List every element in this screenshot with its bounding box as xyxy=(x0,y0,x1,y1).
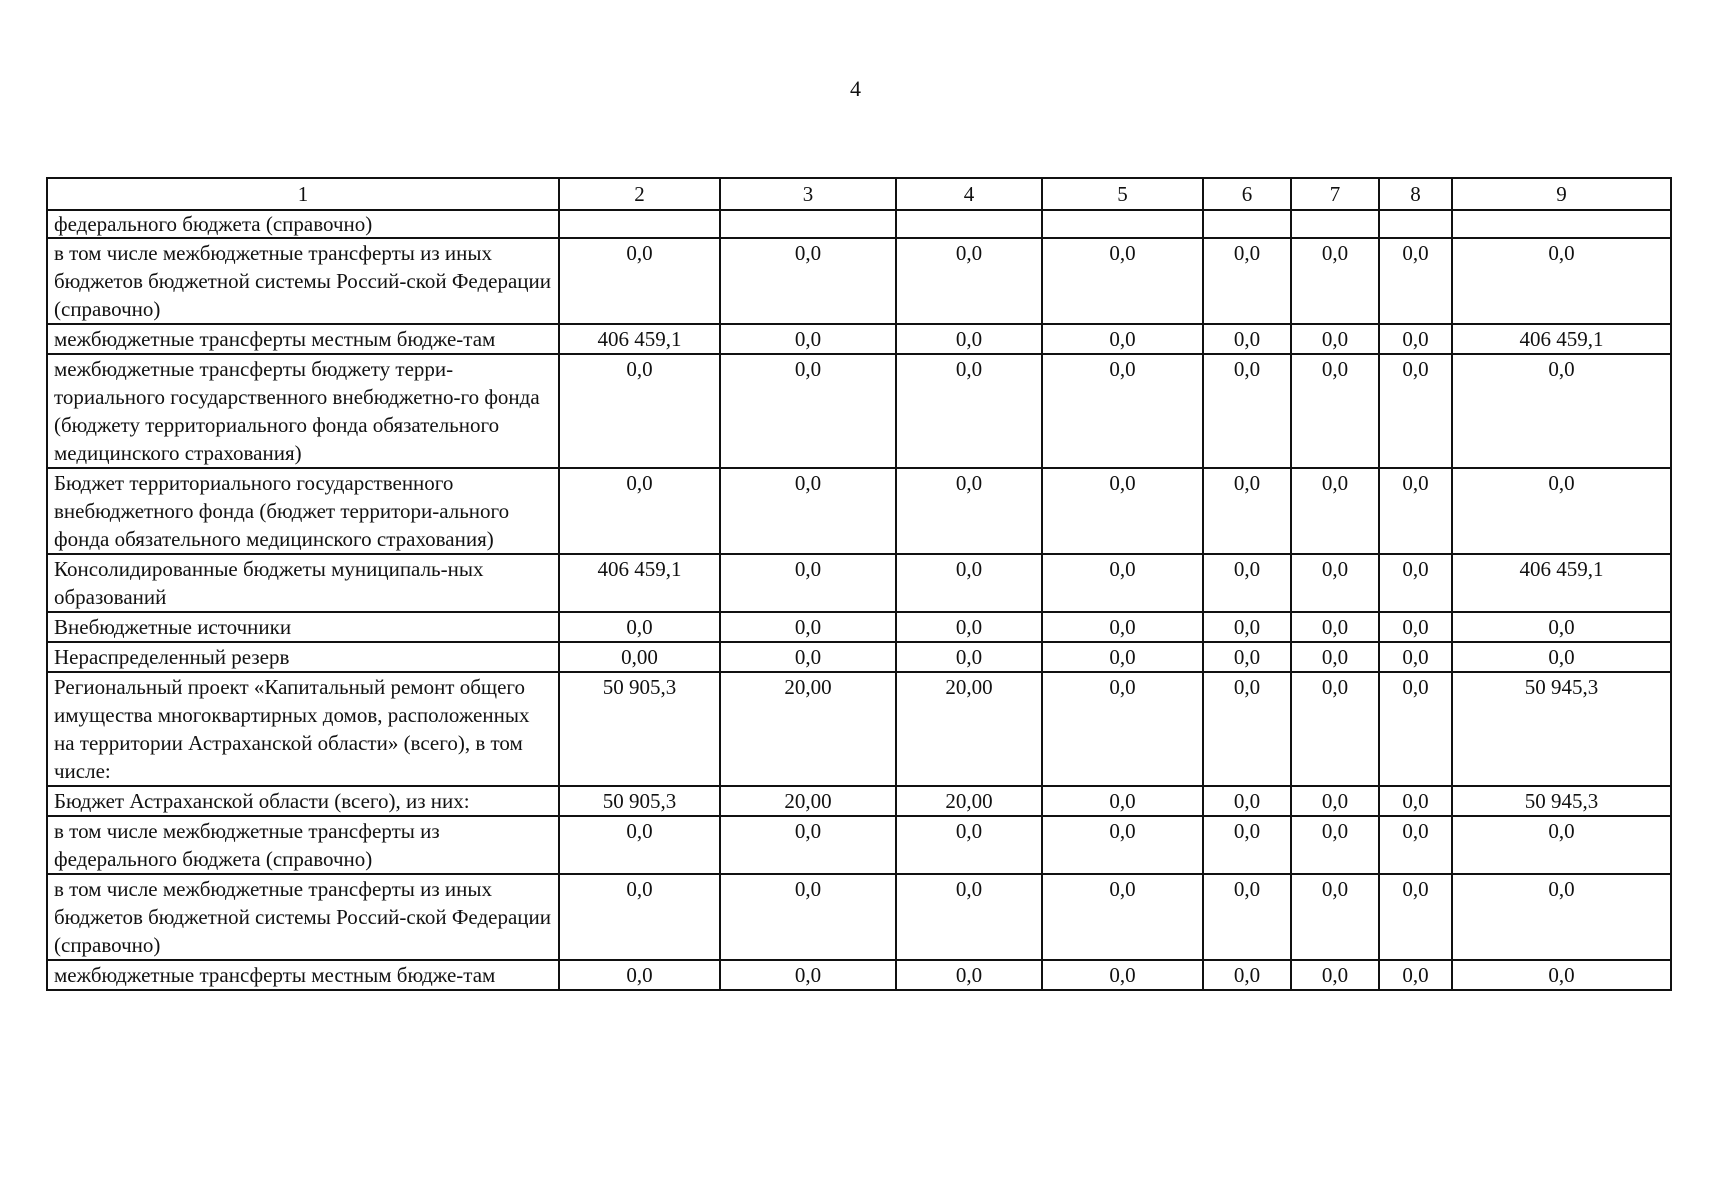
value-cell: 0,0 xyxy=(896,960,1042,990)
value-cell: 0,0 xyxy=(1203,960,1291,990)
value-cell: 0,0 xyxy=(559,468,720,554)
value-cell: 0,0 xyxy=(1291,642,1379,672)
value-cell: 0,0 xyxy=(1291,554,1379,612)
value-cell: 0,0 xyxy=(1203,874,1291,960)
value-cell: 0,0 xyxy=(1042,354,1203,468)
value-cell: 0,0 xyxy=(1203,354,1291,468)
value-cell: 0,0 xyxy=(1203,612,1291,642)
value-cell: 0,0 xyxy=(1379,554,1452,612)
row-label: Нераспределенный резерв xyxy=(47,642,559,672)
value-cell: 0,0 xyxy=(1379,354,1452,468)
value-cell: 0,0 xyxy=(1379,672,1452,786)
column-header: 7 xyxy=(1291,178,1379,210)
value-cell: 0,0 xyxy=(1042,874,1203,960)
value-cell: 0,0 xyxy=(1042,468,1203,554)
value-cell: 50 905,3 xyxy=(559,786,720,816)
value-cell: 0,0 xyxy=(1042,642,1203,672)
value-cell: 0,0 xyxy=(1379,874,1452,960)
value-cell: 0,0 xyxy=(1379,816,1452,874)
value-cell: 0,0 xyxy=(1291,960,1379,990)
table-row xyxy=(47,612,1671,642)
value-cell: 0,0 xyxy=(1291,612,1379,642)
table-row xyxy=(47,210,1671,238)
value-cell: 406 459,1 xyxy=(559,324,720,354)
value-cell: 50 905,3 xyxy=(559,672,720,786)
value-cell: 406 459,1 xyxy=(559,554,720,612)
value-cell: 0,0 xyxy=(1452,642,1671,672)
value-cell: 406 459,1 xyxy=(1452,324,1671,354)
value-cell: 0,0 xyxy=(896,642,1042,672)
budget-table xyxy=(46,177,1672,991)
value-cell: 0,0 xyxy=(896,874,1042,960)
value-cell: 0,0 xyxy=(1379,786,1452,816)
row-label: Бюджет территориального государственного внебюджетного фонда (бюджет территори-ального фонда обязательного медицинского страхования) xyxy=(47,468,559,554)
value-cell: 0,0 xyxy=(1379,612,1452,642)
value-cell: 0,0 xyxy=(896,324,1042,354)
value-cell: 0,0 xyxy=(1291,324,1379,354)
value-cell: 0,0 xyxy=(559,238,720,324)
value-cell: 0,0 xyxy=(720,324,896,354)
header-row xyxy=(47,178,1671,210)
value-cell: 0,0 xyxy=(720,960,896,990)
value-cell: 0,0 xyxy=(1203,468,1291,554)
value-cell: 0,0 xyxy=(559,354,720,468)
table-row xyxy=(47,468,1671,554)
table-row xyxy=(47,786,1671,816)
value-cell: 0,0 xyxy=(896,468,1042,554)
value-cell: 0,0 xyxy=(720,468,896,554)
value-cell: 0,0 xyxy=(1452,960,1671,990)
row-label: в том числе межбюджетные трансферты из иных бюджетов бюджетной системы Россий-ской Федерации (справочно) xyxy=(47,238,559,324)
value-cell xyxy=(1291,210,1379,238)
value-cell xyxy=(1452,210,1671,238)
value-cell xyxy=(1379,210,1452,238)
value-cell: 0,0 xyxy=(1291,816,1379,874)
value-cell: 0,0 xyxy=(1452,354,1671,468)
row-label: Внебюджетные источники xyxy=(47,612,559,642)
table-row xyxy=(47,238,1671,324)
row-label: межбюджетные трансферты местным бюдже-там xyxy=(47,960,559,990)
column-header: 6 xyxy=(1203,178,1291,210)
value-cell: 20,00 xyxy=(896,786,1042,816)
row-label: межбюджетные трансферты местным бюдже-там xyxy=(47,324,559,354)
column-header: 8 xyxy=(1379,178,1452,210)
value-cell xyxy=(896,210,1042,238)
value-cell: 0,0 xyxy=(1203,816,1291,874)
table-row xyxy=(47,672,1671,786)
value-cell xyxy=(1203,210,1291,238)
table-body xyxy=(47,210,1671,990)
value-cell xyxy=(559,210,720,238)
table-row xyxy=(47,324,1671,354)
value-cell: 0,0 xyxy=(1452,468,1671,554)
value-cell: 0,0 xyxy=(1452,816,1671,874)
value-cell: 0,0 xyxy=(1042,324,1203,354)
value-cell: 0,0 xyxy=(1291,468,1379,554)
value-cell: 406 459,1 xyxy=(1452,554,1671,612)
value-cell: 0,0 xyxy=(896,238,1042,324)
value-cell: 0,0 xyxy=(720,642,896,672)
value-cell: 0,0 xyxy=(1291,874,1379,960)
value-cell: 0,00 xyxy=(559,642,720,672)
value-cell: 0,0 xyxy=(1452,874,1671,960)
value-cell: 0,0 xyxy=(1452,238,1671,324)
value-cell: 0,0 xyxy=(559,816,720,874)
column-header: 9 xyxy=(1452,178,1671,210)
value-cell: 0,0 xyxy=(1042,786,1203,816)
value-cell: 0,0 xyxy=(1042,816,1203,874)
value-cell: 0,0 xyxy=(1291,238,1379,324)
value-cell: 0,0 xyxy=(1379,468,1452,554)
value-cell: 0,0 xyxy=(559,612,720,642)
value-cell: 0,0 xyxy=(1379,642,1452,672)
value-cell: 0,0 xyxy=(896,354,1042,468)
row-label: Бюджет Астраханской области (всего), из них: xyxy=(47,786,559,816)
value-cell: 0,0 xyxy=(1203,642,1291,672)
row-label: Консолидированные бюджеты муниципаль-ных образований xyxy=(47,554,559,612)
value-cell: 0,0 xyxy=(1042,672,1203,786)
column-header: 1 xyxy=(47,178,559,210)
column-header: 4 xyxy=(896,178,1042,210)
table-row xyxy=(47,874,1671,960)
table-row xyxy=(47,642,1671,672)
row-label: в том числе межбюджетные трансферты из федерального бюджета (справочно) xyxy=(47,816,559,874)
row-label: межбюджетные трансферты бюджету терри-ториального государственного внебюджетно-го фонда (бюджету территориального фонда обязательного медицинского страхования) xyxy=(47,354,559,468)
row-label: в том числе межбюджетные трансферты из иных бюджетов бюджетной системы Россий-ской Федерации (справочно) xyxy=(47,874,559,960)
column-header: 5 xyxy=(1042,178,1203,210)
value-cell: 50 945,3 xyxy=(1452,786,1671,816)
value-cell: 0,0 xyxy=(896,554,1042,612)
value-cell: 0,0 xyxy=(1203,324,1291,354)
value-cell: 20,00 xyxy=(720,786,896,816)
row-label: федерального бюджета (справочно) xyxy=(47,210,559,238)
value-cell: 0,0 xyxy=(720,816,896,874)
value-cell: 0,0 xyxy=(720,354,896,468)
table-row xyxy=(47,816,1671,874)
value-cell: 0,0 xyxy=(1291,786,1379,816)
value-cell: 0,0 xyxy=(1379,960,1452,990)
column-header: 3 xyxy=(720,178,896,210)
value-cell: 0,0 xyxy=(1379,324,1452,354)
row-label: Региональный проект «Капитальный ремонт общего имущества многоквартирных домов, расположенных на территории Астраханской области» (всего), в том числе: xyxy=(47,672,559,786)
value-cell: 0,0 xyxy=(1042,612,1203,642)
table-row xyxy=(47,960,1671,990)
value-cell: 0,0 xyxy=(1452,612,1671,642)
value-cell: 0,0 xyxy=(1203,238,1291,324)
value-cell: 0,0 xyxy=(720,554,896,612)
value-cell: 0,0 xyxy=(1042,238,1203,324)
page-number: 4 xyxy=(850,76,861,101)
value-cell: 0,0 xyxy=(1291,354,1379,468)
value-cell xyxy=(1042,210,1203,238)
value-cell: 20,00 xyxy=(896,672,1042,786)
value-cell: 0,0 xyxy=(559,874,720,960)
value-cell: 0,0 xyxy=(896,816,1042,874)
value-cell: 0,0 xyxy=(1379,238,1452,324)
table-row xyxy=(47,354,1671,468)
value-cell: 0,0 xyxy=(1203,554,1291,612)
value-cell: 0,0 xyxy=(1203,786,1291,816)
value-cell: 50 945,3 xyxy=(1452,672,1671,786)
value-cell xyxy=(720,210,896,238)
value-cell: 0,0 xyxy=(1042,554,1203,612)
value-cell: 0,0 xyxy=(559,960,720,990)
column-header: 2 xyxy=(559,178,720,210)
value-cell: 0,0 xyxy=(720,238,896,324)
value-cell: 0,0 xyxy=(720,874,896,960)
value-cell: 0,0 xyxy=(1203,672,1291,786)
value-cell: 0,0 xyxy=(896,612,1042,642)
value-cell: 0,0 xyxy=(720,612,896,642)
value-cell: 0,0 xyxy=(1291,672,1379,786)
value-cell: 0,0 xyxy=(1042,960,1203,990)
table-row xyxy=(47,554,1671,612)
value-cell: 20,00 xyxy=(720,672,896,786)
